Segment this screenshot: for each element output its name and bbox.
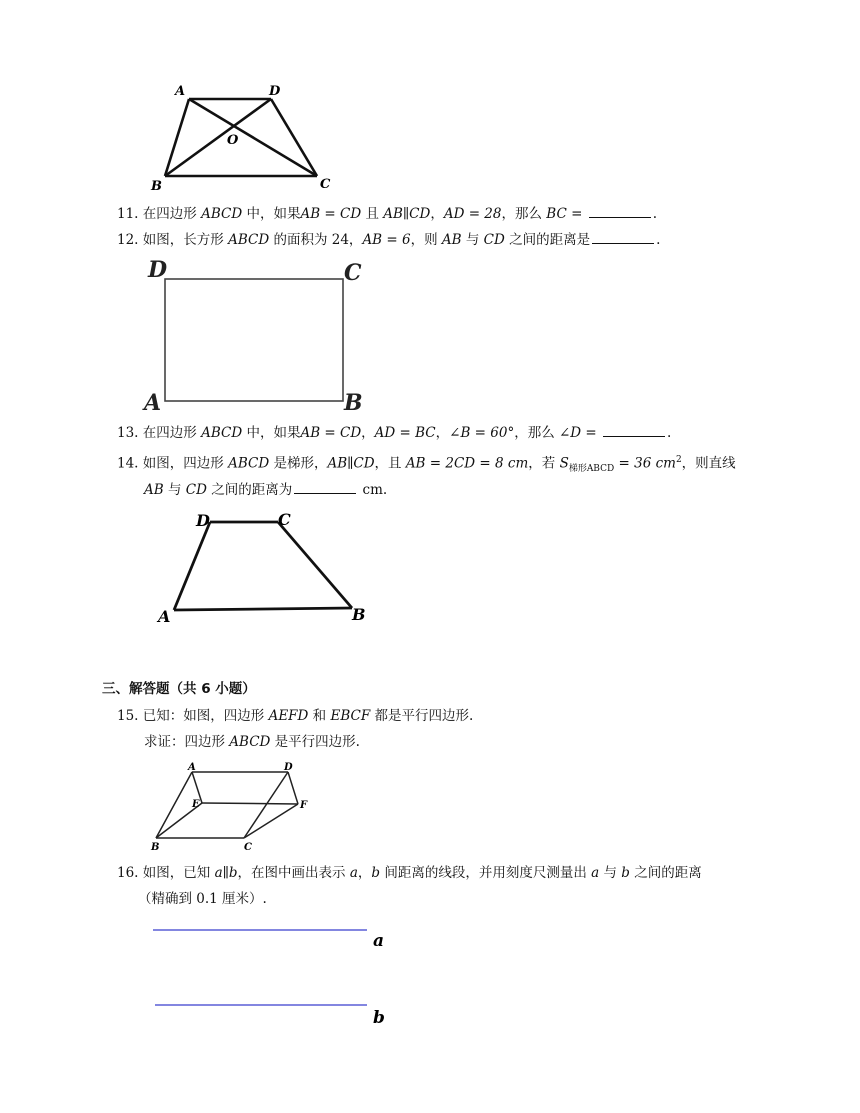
label-c: C — [344, 260, 362, 286]
question-14-line2: AB 与 CD 之间的距离为 cm. — [144, 482, 388, 498]
question-13: 13. 在四边形 ABCD 中，如果AB = CD，AD = BC，∠B = 60°，那么 ∠D = . — [117, 425, 672, 441]
label-f: F — [300, 800, 308, 811]
parallel-lines-figure — [145, 918, 405, 1038]
label-b: B — [151, 179, 162, 194]
question-12: 12. 如图，长方形 ABCD 的面积为 24，AB = 6，则 AB 与 CD 之间的距离是 . — [117, 232, 661, 248]
label-c: C — [320, 177, 331, 192]
answer-blank[interactable] — [589, 205, 651, 218]
label-a: a — [373, 931, 385, 951]
label-b: B — [151, 842, 160, 853]
parallelograms-figure — [142, 758, 332, 854]
label-a: A — [144, 390, 162, 416]
question-11: 11. 在四边形 ABCD 中，如果AB = CD 且 AB∥CD，AD = 28，那么 BC = . — [117, 206, 657, 222]
trapezoid-diagonals-figure — [145, 78, 345, 198]
label-c: C — [244, 842, 252, 853]
rectangle-figure — [140, 255, 380, 417]
label-a: A — [158, 607, 171, 626]
label-b: B — [344, 390, 363, 416]
label-a: A — [188, 762, 196, 773]
answer-blank[interactable] — [592, 231, 654, 244]
label-e: E — [192, 799, 200, 810]
question-16-line2: （精确到 0.1 厘米）. — [138, 891, 267, 907]
trapezoid-figure — [150, 504, 380, 628]
question-14-line1: 14. 如图，四边形 ABCD 是梯形，AB∥CD，且 AB = 2CD = 8 cm，若 $S_{梯形ABCD} = 36$ $cm^2$，则直线 — [117, 455, 736, 475]
label-d: D — [148, 257, 168, 283]
label-d: D — [269, 84, 281, 99]
question-16-line1: 16. 如图，已知 a∥b，在图中画出表示 a，b 间距离的线段，并用刻度尺测量出 a 与 b 之间的距离 — [117, 865, 702, 881]
answer-blank[interactable] — [603, 424, 665, 437]
label-b: b — [373, 1008, 385, 1028]
label-c: C — [278, 510, 291, 529]
label-b: B — [352, 605, 366, 624]
question-15-line1: 15. 已知：如图，四边形 AEFD 和 EBCF 都是平行四边形. — [117, 708, 474, 724]
label-d: D — [284, 762, 293, 773]
answer-blank[interactable] — [294, 481, 356, 494]
label-a: A — [175, 84, 186, 99]
label-o: O — [227, 133, 239, 148]
section-heading: 三、解答题（共 6 小题） — [102, 681, 256, 697]
question-15-line2: 求证：四边形 ABCD 是平行四边形. — [144, 734, 360, 750]
label-d: D — [196, 511, 210, 530]
